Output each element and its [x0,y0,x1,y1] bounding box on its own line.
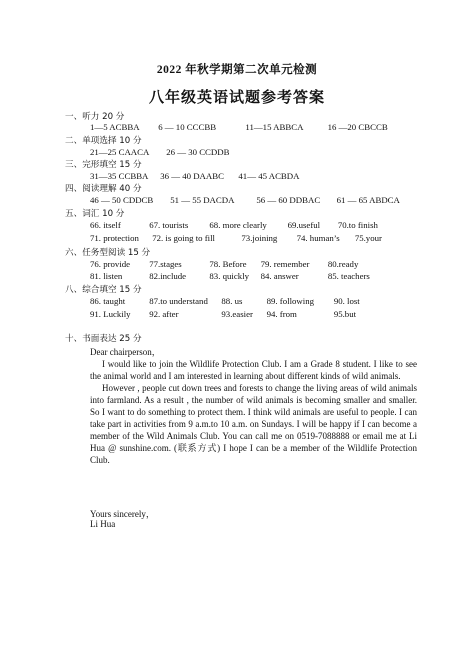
answer-item: 79. remember [260,259,310,269]
section-heading: 三、完形填空 15 分 [65,160,142,170]
section-heading: 五、词汇 10 分 [65,209,125,219]
answer-row [90,147,230,157]
answer-row [90,195,400,205]
answer-item: 67. tourists [149,220,189,230]
answer-item: 80.ready [327,259,359,269]
answer-item: 61 — 65 ABDCA [336,195,400,205]
answer-row [90,296,360,306]
answer-item: 74. human’s [296,233,340,243]
answer-item: 56 — 60 DDBAC [256,195,321,205]
answer-item: 69.useful [287,220,321,230]
section-heading: 二、单项选择 10 分 [65,136,142,146]
answer-item: 21—25 CAACA [90,147,150,157]
essay-body [90,358,417,466]
essay-greeting: Dear chairperson， [90,347,161,357]
answer-item: 87.to understand [149,296,208,306]
answer-item: 11—15 ABBCA [245,122,304,132]
answer-item: 6 — 10 CCCBB [158,122,217,132]
answer-row [90,309,356,319]
answer-row [90,259,358,269]
exam-title: 2022 年秋学期第二次单元检测 [156,64,318,76]
answer-item: 72. is going to fill [152,233,216,243]
answer-item: 88. us [221,296,243,306]
answer-item: 86. taught [90,296,126,306]
answer-item: 73.joining [241,233,278,243]
section-heading: 十、书面表达 25 分 [65,334,142,344]
answer-item: 36 — 40 DAABC [160,171,224,181]
answer-item: 68. more clearly [209,220,267,230]
essay-paragraph-2: However , people cut down trees and forests to change the living areas of wild animals into farmland. As a result , the number of wild animals is becoming smaller and smaller. So I want to do something to protect them. I think wild animals are useful to people. I can take part in activities from 9 a.m.to 10 a.m. on Sundays. I will be happy if I can become a member of the Wild Animals Club. You can call me on 0519-7088888 or email me at Li Hua @ sunshine.com. (联系方式) I hope I can be a member of the Wildlife Protection Club. [90,383,417,465]
section-heading: 一、听力 20 分 [65,112,125,122]
answer-item: 26 — 30 CCDDB [166,147,230,157]
answer-item: 46 — 50 CDDCB [90,195,154,205]
answer-item: 75.your [354,233,382,243]
answer-item: 16 —20 CBCCB [327,122,388,132]
document-title: 八年级英语试题参考答案 [148,90,325,106]
answer-item: 85. teachers [327,271,370,281]
answer-item: 71. protection [90,233,139,243]
answer-item: 70.to finish [337,220,378,230]
answer-item: 89. following [266,296,315,306]
answer-row [90,220,378,230]
answer-item: 95.but [333,309,357,319]
answer-item: 94. from [266,309,297,319]
answer-row [90,122,388,132]
answer-row [90,171,300,181]
answer-item: 1—5 ACBBA [90,122,140,132]
answer-item: 77.stages [149,259,182,269]
answer-item: 31—35 CCBBA [90,171,149,181]
answer-item: 91. Luckily [90,309,131,319]
essay-signature: Li Hua [90,519,116,529]
answer-row [90,271,370,281]
answer-item: 83. quickly [209,271,249,281]
section-heading: 四、阅读理解 40 分 [65,184,142,194]
answer-item: 51 — 55 DACDA [170,195,235,205]
answer-item: 78. Before [209,259,247,269]
answer-item: 82.include [149,271,187,281]
essay-paragraph-1: I would like to join the Wildlife Protection Club. I am a Grade 8 student. I like to see the animal world and I am interested in learning about different kinds of wild animals. [90,359,417,381]
answer-item: 84. answer [260,271,299,281]
answer-item: 92. after [149,309,179,319]
answer-item: 93.easier [221,309,253,319]
answer-item: 90. lost [333,296,360,306]
section-heading: 六、任务型阅读 15 分 [65,248,151,258]
answer-item: 76. provide [90,259,131,269]
section-heading: 八、综合填空 15 分 [65,285,142,295]
answer-item: 41— 45 ACBDA [238,171,300,181]
answer-item: 66. itself [90,220,121,230]
answer-row [90,233,382,243]
answer-item: 81. listen [90,271,123,281]
essay-closing: Yours sincerely， [90,509,155,519]
